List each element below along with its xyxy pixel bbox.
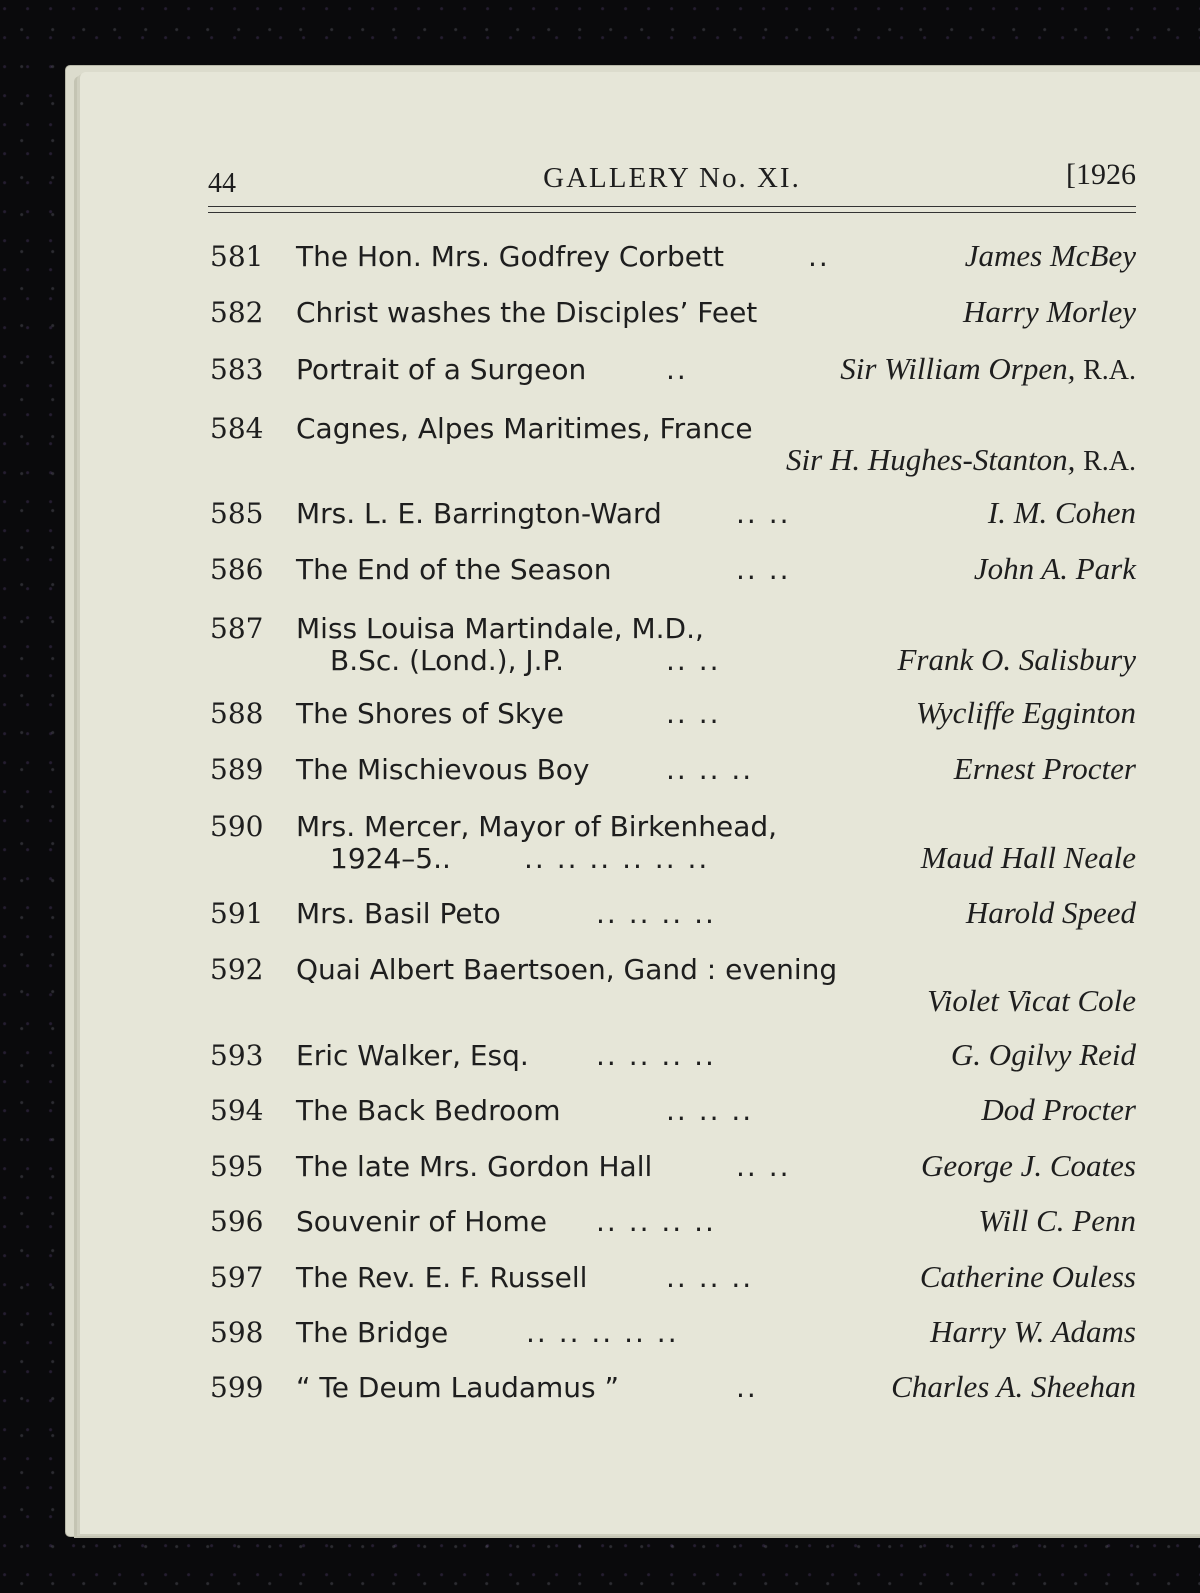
entry-leader: .. .. .. .. xyxy=(596,897,716,930)
entry-number: 584 xyxy=(210,412,264,445)
artist-name: Sir H. Hughes-Stanton, xyxy=(786,442,1076,477)
entry-number: 598 xyxy=(210,1316,264,1349)
page-year: [1926 xyxy=(1066,158,1136,191)
entry-leader: .. .. .. .. xyxy=(596,1039,716,1072)
entry-number: 593 xyxy=(210,1039,264,1072)
entry-title: The Rev. E. F. Russell xyxy=(296,1261,588,1294)
entry-title: Souvenir of Home xyxy=(296,1205,547,1238)
entry-number: 590 xyxy=(210,810,264,843)
entry-number: 589 xyxy=(210,753,264,786)
entry-artist: Violet Vicat Cole xyxy=(927,983,1136,1018)
artist-honour: R.A. xyxy=(1083,446,1136,477)
entry-leader: .. .. xyxy=(736,497,791,530)
entry-leader: .. xyxy=(666,353,688,386)
entry-leader: .. .. .. .. .. .. xyxy=(524,842,710,875)
entry-title: “ Te Deum Laudamus ” xyxy=(296,1371,620,1404)
entry-number: 587 xyxy=(210,612,264,645)
artist-honour: R.A. xyxy=(1083,355,1136,386)
entry-leader: .. .. .. xyxy=(666,753,754,786)
entry-leader: .. .. xyxy=(736,1150,791,1183)
entry-title: Eric Walker, Esq. xyxy=(296,1039,529,1072)
entry-title: The Hon. Mrs. Godfrey Corbett xyxy=(296,240,724,273)
entry-title: Mrs. L. E. Barrington-Ward xyxy=(296,497,662,530)
entry-title: Quai Albert Baertsoen, Gand : evening xyxy=(296,953,838,986)
entry-number: 581 xyxy=(210,240,264,273)
entry-artist xyxy=(840,351,1136,387)
entry-title: The Mischievous Boy xyxy=(296,753,590,786)
entry-artist: Harold Speed xyxy=(965,895,1136,930)
entry-artist: Frank O. Salisbury xyxy=(897,642,1136,677)
entry-number: 588 xyxy=(210,697,264,730)
entry-title-continuation: B.Sc. (Lond.), J.P. xyxy=(330,644,564,677)
entry-number: 594 xyxy=(210,1094,264,1127)
entry-leader: .. .. xyxy=(666,644,721,677)
entry-number: 591 xyxy=(210,897,264,930)
entry-number: 592 xyxy=(210,953,264,986)
entry-artist: George J. Coates xyxy=(921,1148,1136,1183)
entry-title: The Shores of Skye xyxy=(296,697,564,730)
catalogue-list xyxy=(210,0,1136,1593)
entry-title: The End of the Season xyxy=(296,553,612,586)
entry-artist xyxy=(786,442,1136,478)
entry-number: 582 xyxy=(210,296,264,329)
entry-artist: Catherine Ouless xyxy=(919,1259,1136,1294)
entry-artist: I. M. Cohen xyxy=(987,495,1136,530)
entry-leader: .. .. .. .. xyxy=(596,1205,716,1238)
entry-leader: .. .. .. xyxy=(666,1261,754,1294)
entry-leader: .. xyxy=(736,1371,758,1404)
entry-artist: Wycliffe Egginton xyxy=(915,695,1136,730)
entry-artist: Will C. Penn xyxy=(978,1203,1136,1238)
entry-number: 585 xyxy=(210,497,264,530)
entry-number: 597 xyxy=(210,1261,264,1294)
entry-leader: .. .. xyxy=(666,697,721,730)
entry-title-continuation: 1924–5.. xyxy=(330,842,451,875)
entry-title: The Back Bedroom xyxy=(296,1094,561,1127)
entry-number: 596 xyxy=(210,1205,264,1238)
entry-artist: Harry W. Adams xyxy=(930,1314,1136,1349)
entry-number: 586 xyxy=(210,553,264,586)
entry-title: Miss Louisa Martindale, M.D., xyxy=(296,612,704,645)
entry-leader: .. .. .. xyxy=(666,1094,754,1127)
entry-number: 599 xyxy=(210,1371,264,1404)
entry-title: Portrait of a Surgeon xyxy=(296,353,587,386)
entry-artist: G. Ogilvy Reid xyxy=(950,1037,1136,1072)
entry-artist: James McBey xyxy=(964,238,1136,273)
entry-artist: Charles A. Sheehan xyxy=(891,1369,1136,1404)
entry-title: Mrs. Mercer, Mayor of Birkenhead, xyxy=(296,810,778,843)
entry-artist: Dod Procter xyxy=(981,1092,1136,1127)
entry-artist: John A. Park xyxy=(973,551,1136,586)
entry-artist: Ernest Procter xyxy=(953,751,1136,786)
entry-leader: .. xyxy=(808,240,830,273)
entry-title: Christ washes the Disciples’ Feet xyxy=(296,296,758,329)
entry-title: Cagnes, Alpes Maritimes, France xyxy=(296,412,753,445)
entry-leader: .. .. .. .. .. xyxy=(526,1316,679,1349)
entry-number: 583 xyxy=(210,353,264,386)
page-title: GALLERY No. XI. xyxy=(543,162,801,194)
entry-number: 595 xyxy=(210,1150,264,1183)
entry-title: The late Mrs. Gordon Hall xyxy=(296,1150,653,1183)
entry-artist: Maud Hall Neale xyxy=(920,840,1136,875)
entry-title: The Bridge xyxy=(296,1316,449,1349)
entry-leader: .. .. xyxy=(736,553,791,586)
page-number: 44 xyxy=(208,168,236,199)
entry-title: Mrs. Basil Peto xyxy=(296,897,501,930)
entry-artist: Harry Morley xyxy=(962,294,1136,329)
artist-name: Sir William Orpen, xyxy=(840,351,1076,386)
